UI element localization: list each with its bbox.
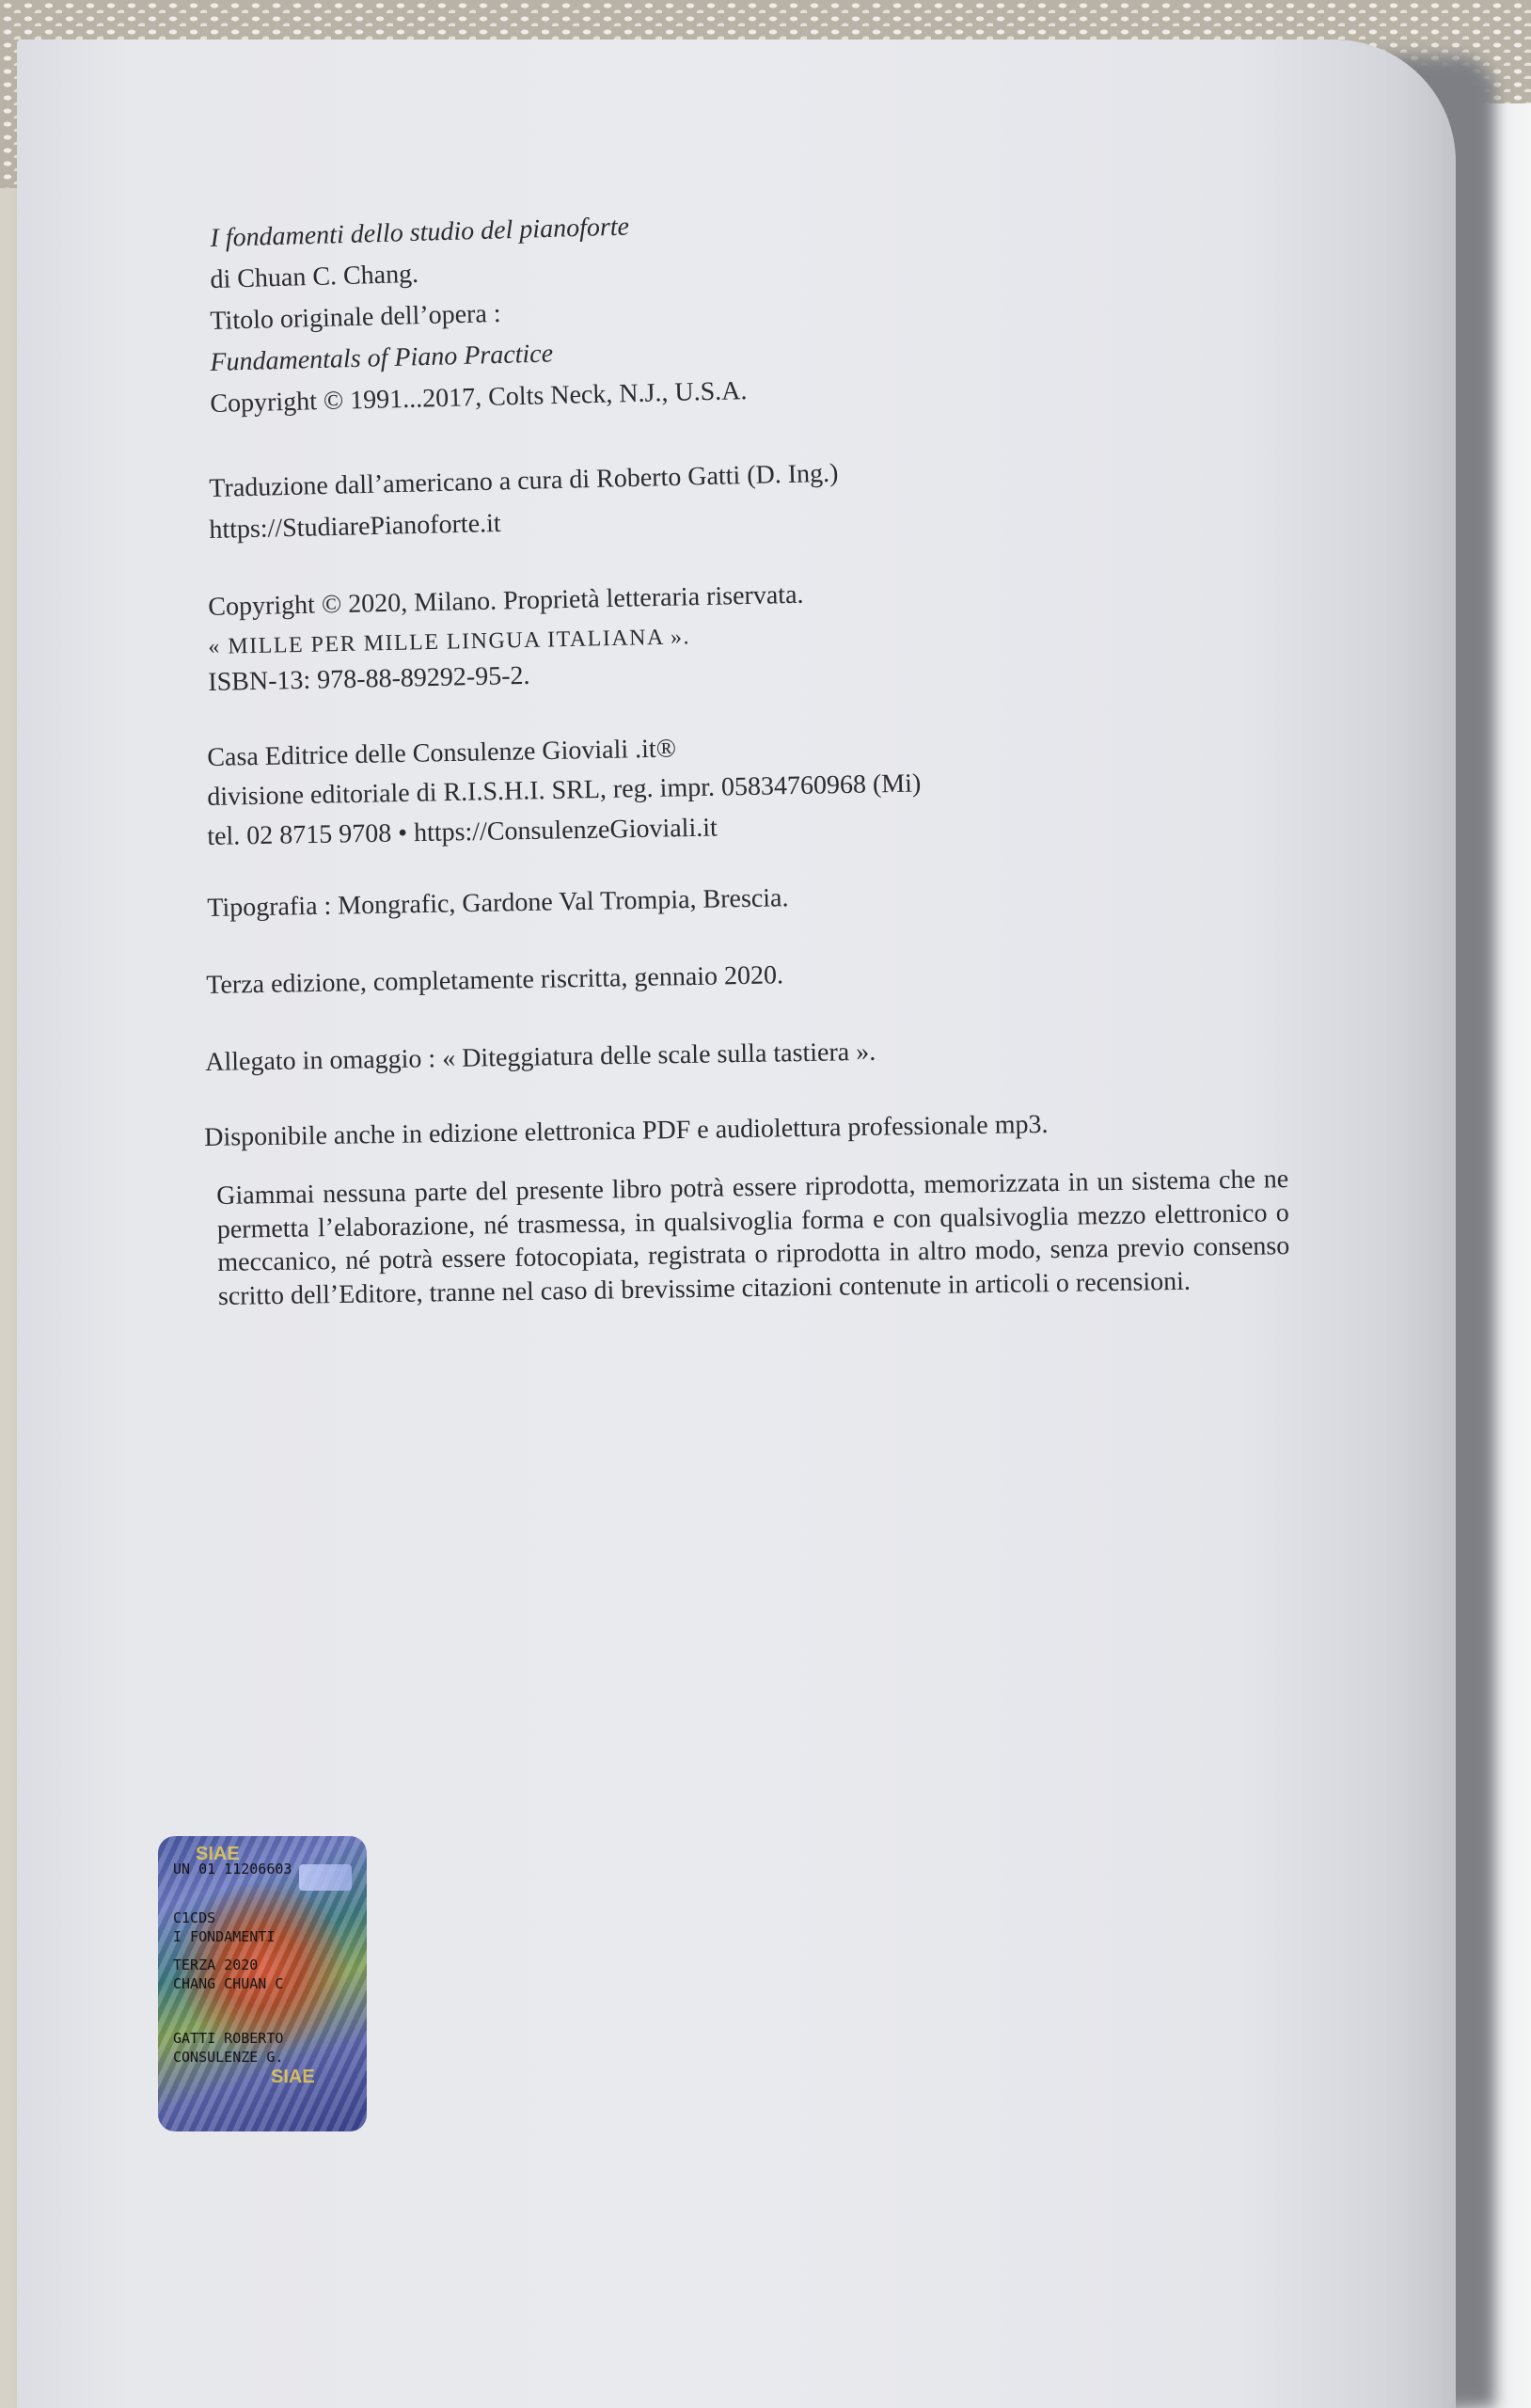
- hologram-logo-text: SIAE: [271, 2067, 315, 2087]
- original-title-label: Titolo originale dell’opera :: [210, 298, 502, 336]
- sticker-line: CONSULENZE G.: [173, 2049, 284, 2066]
- typography-line: Tipografia : Mongrafic, Gardone Val Trompia, Brescia.: [207, 883, 789, 923]
- author-line: di Chuan C. Chang.: [210, 259, 419, 294]
- hologram-chip: [299, 1864, 352, 1891]
- book-page: [17, 40, 1456, 2408]
- publisher-name: Casa Editrice delle Consulenze Gioviali .it®: [207, 734, 677, 772]
- publisher-contact: tel. 02 8715 9708 • https://ConsulenzeGioviali.it: [207, 813, 718, 851]
- book-title: I fondamenti dello studio del pianoforte: [210, 212, 630, 253]
- copyright-line: Copyright © 2020, Milano. Proprietà letteraria riservata.: [208, 579, 804, 622]
- series-name: « MILLE PER MILLE LINGUA ITALIANA ».: [208, 625, 691, 659]
- attachment-line: Allegato in omaggio : « Diteggiatura delle scale sulla tastiera ».: [205, 1037, 876, 1077]
- original-title: Fundamentals of Piano Practice: [210, 339, 554, 377]
- sticker-line: GATTI ROBERTO: [173, 2030, 284, 2047]
- sticker-line: CHANG CHUAN C: [173, 1975, 284, 1992]
- translation-url: https://StudiarePianoforte.it: [209, 508, 501, 545]
- legal-notice: Giammai nessuna parte del presente libro potrà essere riprodotta, memorizzata in un sistema che ne permetta l’elaborazione, né trasmessa, in qualsivoglia forma e con qualsivoglia mezzo elettronico o meccanico, né potrà essere fotocopiata, registrata o riprodotta in altro modo, senza previo consenso scritto dell’Editore, tranne nel caso di brevissime citazioni contenute in articoli o recensioni.: [216, 1164, 1290, 1311]
- siae-hologram-sticker: [158, 1836, 367, 2131]
- sticker-line: TERZA 2020: [173, 1956, 259, 1973]
- edition-line: Terza edizione, completamente riscritta, gennaio 2020.: [206, 960, 784, 1000]
- isbn: ISBN-13: 978-88-89292-95-2.: [208, 660, 530, 697]
- sticker-line: C1CDS: [173, 1909, 216, 1926]
- publisher-division: divisione editoriale di R.I.S.H.I. SRL, reg. impr. 05834760968 (Mi): [207, 768, 922, 812]
- translation-credit: Traduzione dall’americano a cura di Roberto Gatti (D. Ing.): [209, 458, 839, 503]
- sticker-serial: UN 01 11206603: [173, 1861, 292, 1877]
- sticker-line: I FONDAMENTI: [173, 1928, 276, 1945]
- original-copyright: Copyright © 1991...2017, Colts Neck, N.J., U.S.A.: [210, 376, 748, 419]
- hologram-logo-text: SIAE: [196, 1844, 240, 1864]
- formats-line: Disponibile anche in edizione elettronica PDF e audiolettura professionale mp3.: [204, 1109, 1049, 1152]
